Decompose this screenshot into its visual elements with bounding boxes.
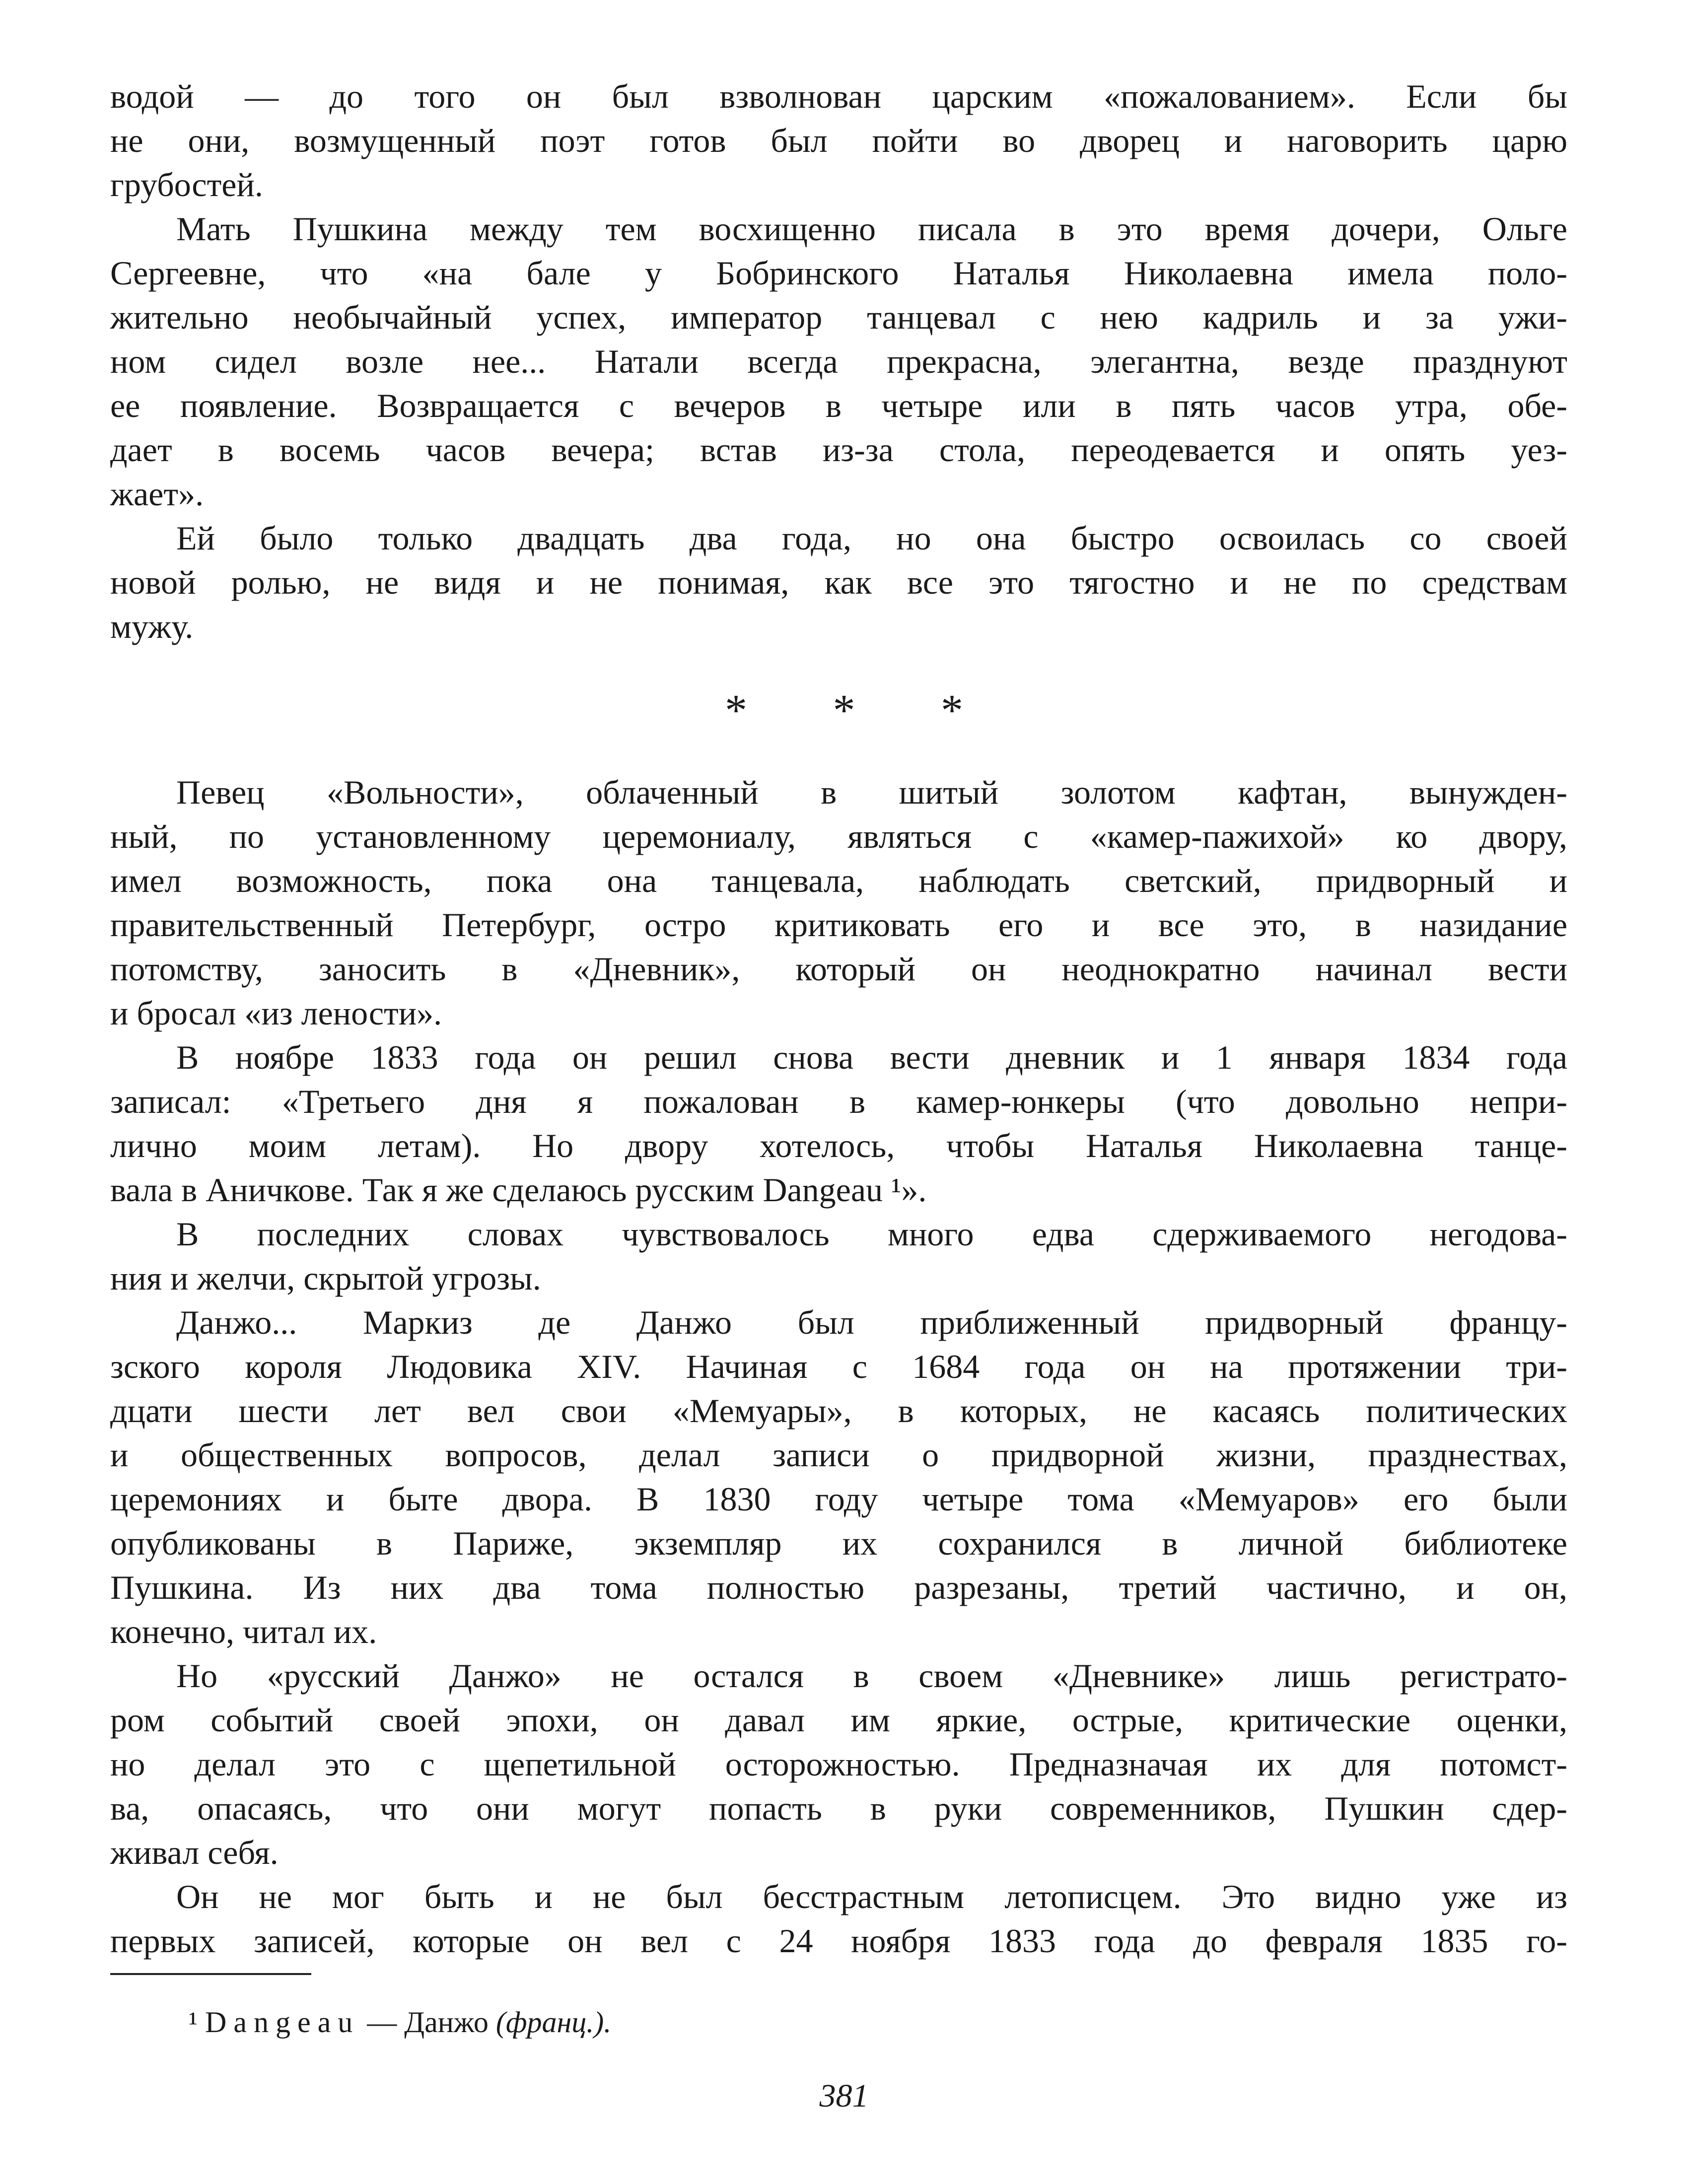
text-line: записал: «Третьего дня я пожалован в камер-юнкеры (что довольно непри-	[110, 1083, 1567, 1120]
text-line: Но «русский Данжо» не остался в своем «Дневнике» лишь регистрато-	[176, 1657, 1567, 1695]
paragraph	[110, 74, 1567, 207]
text-line: лично моим летам). Но двору хотелось, чтобы Наталья Николаевна танце-	[110, 1127, 1567, 1164]
text-line: ее появление. Возвращается с вечеров в четыре или в пять часов утра, обе-	[110, 387, 1567, 424]
text-line: дает в восемь часов вечера; встав из-за стола, переодевается и опять уез-	[110, 431, 1567, 469]
text-block-bottom	[110, 770, 1567, 1963]
text-line: жительно необычайный успех, император танцевал с нею кадриль и за ужи-	[110, 298, 1567, 336]
paragraph	[110, 1212, 1567, 1300]
text-line: Певец «Вольности», облаченный в шитый золотом кафтан, вынужден-	[176, 773, 1567, 811]
text-line: и общественных вопросов, делал записи о придворной жизни, празднествах,	[110, 1436, 1567, 1474]
text-line: ва, опасаясь, что они могут попасть в руки современников, Пушкин сдер-	[110, 1789, 1567, 1827]
footnote-translation: — Данжо	[359, 2006, 496, 2039]
paragraph	[110, 1300, 1567, 1654]
text-line: конечно, читал их.	[110, 1613, 377, 1650]
text-line: мужу.	[110, 608, 194, 645]
footnote-mark: ¹	[189, 2006, 198, 2039]
text-line: но делал это с щепетильной осторожностью. Предназначая их для потомст-	[110, 1745, 1567, 1783]
text-line: грубостей.	[110, 166, 263, 204]
text-line: Пушкина. Из них два тома полностью разрезаны, третий частично, и он,	[110, 1569, 1567, 1606]
footnote	[189, 2005, 611, 2040]
text-line: опубликованы в Париже, экземпляр их сохранился в личной библиотеке	[110, 1524, 1567, 1562]
text-line: потомству, заносить в «Дневник», который он неоднократно начинал вести	[110, 950, 1567, 988]
footnote-term: Dangeau	[205, 2006, 360, 2039]
paragraph	[110, 207, 1567, 516]
text-line: зского короля Людовика XIV. Начиная с 1684 года он на протяжении три-	[110, 1348, 1567, 1385]
paragraph	[110, 770, 1567, 1035]
text-line: и бросал «из лености».	[110, 994, 442, 1032]
text-line: правительственный Петербург, остро критиковать его и все это, в назидание	[110, 906, 1567, 944]
text-line: первых записей, которые он вел с 24 ноября 1833 года до февраля 1835 го-	[110, 1922, 1567, 1960]
section-separator: * * *	[725, 686, 963, 735]
paragraph	[110, 1654, 1567, 1875]
text-line: имел возможность, пока она танцевала, наблюдать светский, придворный и	[110, 862, 1567, 899]
text-line: В ноябре 1833 года он решил снова вести дневник и 1 января 1834 года	[176, 1038, 1567, 1076]
text-line: Мать Пушкина между тем восхищенно писала в это время дочери, Ольге	[176, 210, 1567, 248]
text-line: вала в Аничкове. Так я же сделаюсь русским Dangeau ¹».	[110, 1171, 927, 1209]
text-line: Он не мог быть и не был бесстрастным летописцем. Это видно уже из	[176, 1878, 1567, 1915]
text-line: дцати шести лет вел свои «Мемуары», в которых, не касаясь политических	[110, 1392, 1567, 1430]
text-line: ном сидел возле нее... Натали всегда прекрасна, элегантна, везде празднуют	[110, 342, 1567, 380]
text-line: жает».	[110, 475, 204, 513]
text-line: не они, возмущенный поэт готов был пойти во дворец и наговорить царю	[110, 122, 1567, 159]
page-number: 381	[819, 2078, 869, 2114]
text-line: ния и желчи, скрытой угрозы.	[110, 1259, 541, 1297]
text-line: Данжо... Маркиз де Данжо был приближенный придворный францу-	[176, 1303, 1567, 1341]
text-line: Сергеевне, что «на бале у Бобринского Наталья Николаевна имела поло-	[110, 254, 1567, 292]
text-line: новой ролью, не видя и не понимая, как все это тягостно и не по средствам	[110, 563, 1567, 601]
text-line: Ей было только двадцать два года, но она быстро освоилась со своей	[176, 519, 1567, 557]
text-line: ный, по установленному церемониалу, являться с «камер-пажихой» ко двору,	[110, 818, 1567, 855]
text-block-top	[110, 74, 1567, 649]
footnote-rule	[110, 1973, 311, 1975]
text-line: В последних словах чувствовалось много едва сдерживаемого негодова-	[176, 1215, 1567, 1253]
text-line: церемониях и быте двора. В 1830 году четыре тома «Мемуаров» его были	[110, 1480, 1567, 1518]
paragraph	[110, 1875, 1567, 1963]
text-line: ром событий своей эпохи, он давал им яркие, острые, критические оценки,	[110, 1701, 1567, 1739]
footnote-language: (франц.).	[495, 2006, 612, 2039]
paragraph	[110, 1035, 1567, 1212]
text-line: водой — до того он был взволнован царским «пожалованием». Если бы	[110, 77, 1567, 115]
text-line: живал себя.	[110, 1834, 279, 1871]
paragraph	[110, 516, 1567, 649]
